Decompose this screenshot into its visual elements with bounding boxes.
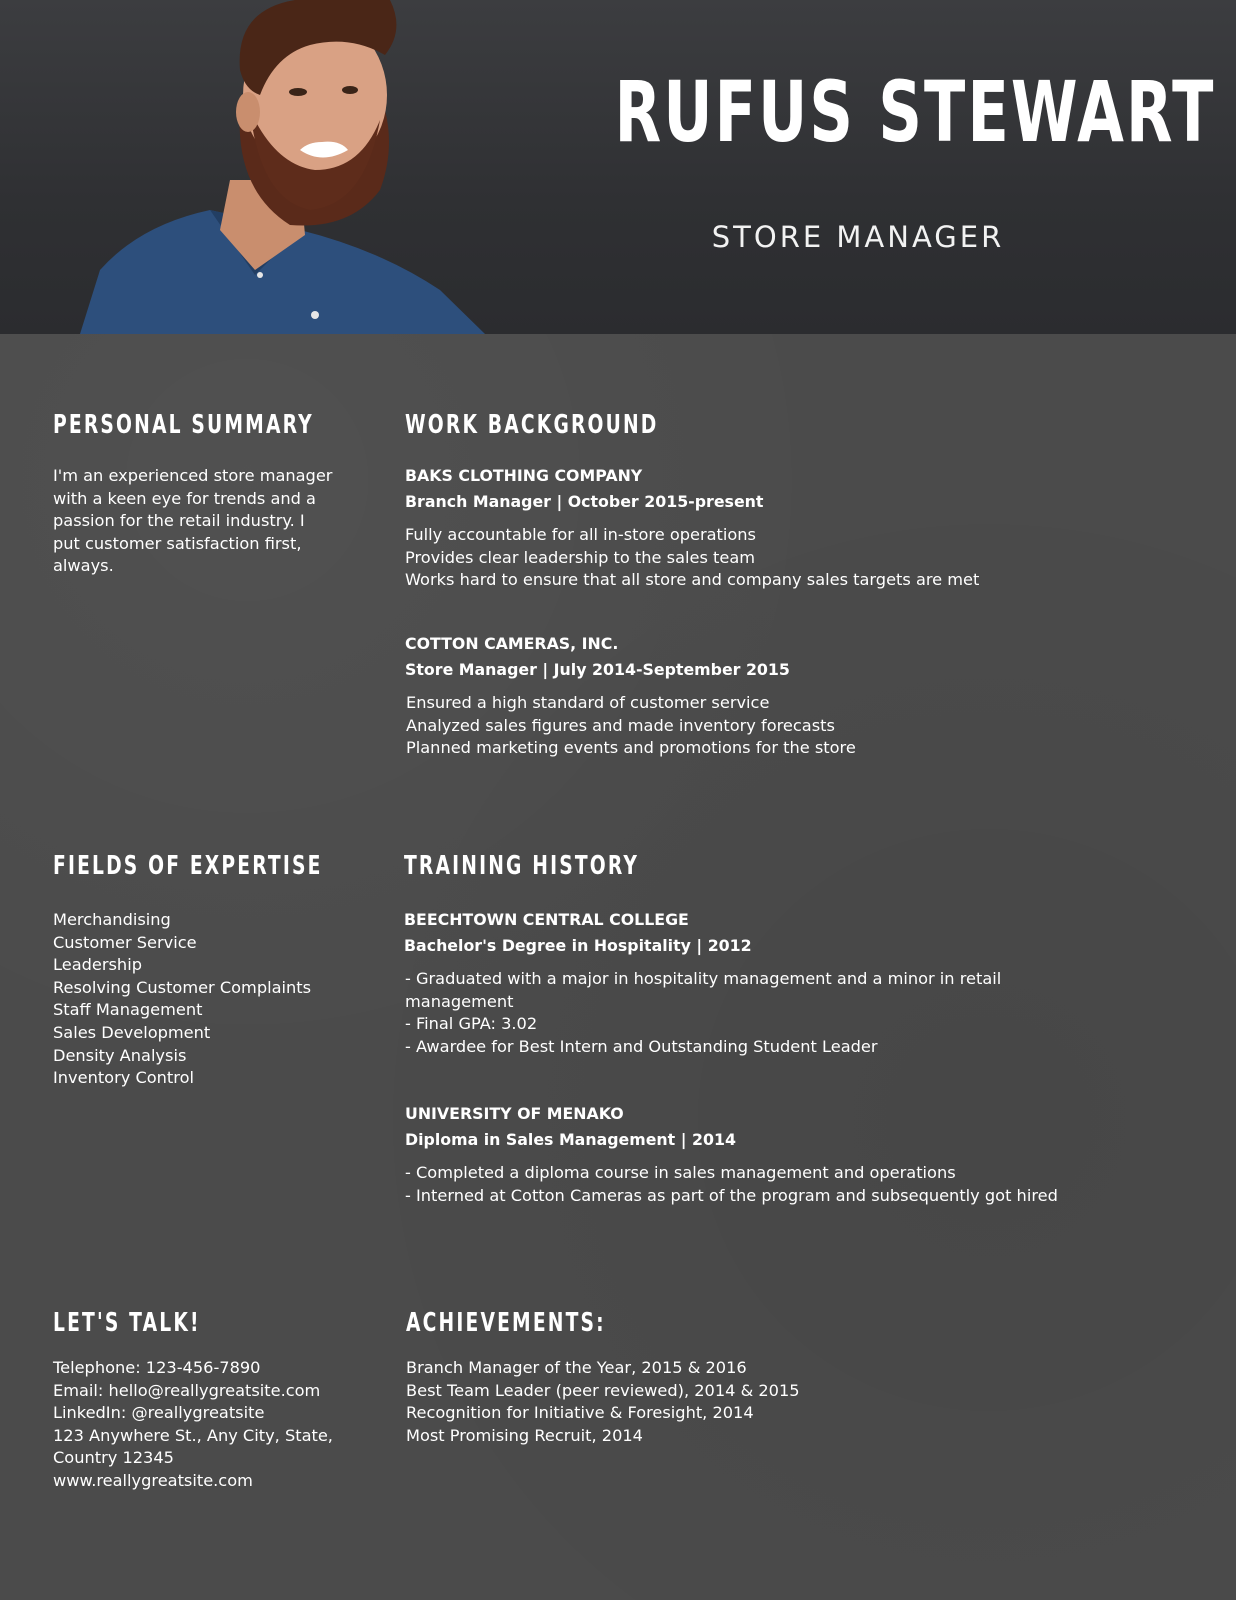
job-duty: Analyzed sales figures and made inventory forecasts (406, 715, 835, 735)
job-duty: Ensured a high standard of customer service (406, 693, 770, 712)
training-history-heading: TRAINING HISTORY (404, 851, 640, 881)
fields-of-expertise-heading: FIELDS OF EXPERTISE (53, 851, 323, 881)
profile-photo (60, 0, 500, 334)
job-duties (405, 524, 1205, 592)
achievement-item: Most Promising Recruit, 2014 (406, 1425, 643, 1445)
header-banner (0, 0, 1236, 334)
school-note: - Awardee for Best Intern and Outstanding Student Leader (405, 1036, 878, 1056)
expertise-item: Inventory Control (53, 1068, 194, 1088)
job-duty: Fully accountable for all in-store operations (405, 525, 756, 544)
job-company: BAKS CLOTHING COMPANY (405, 466, 643, 485)
expertise-item: Sales Development (53, 1022, 211, 1042)
summary-line: always. (53, 556, 114, 576)
job-title: Branch Manager | October 2015-present (405, 492, 764, 511)
expertise-item: Merchandising (53, 910, 171, 929)
job-duties (406, 692, 1206, 760)
job-duty: Planned marketing events and promotions for the store (406, 738, 856, 758)
job-duty: Provides clear leadership to the sales team (405, 547, 756, 567)
school-degree: Diploma in Sales Management | 2014 (405, 1130, 736, 1149)
expertise-item: Staff Management (53, 1000, 203, 1020)
work-background-heading: WORK BACKGROUND (405, 410, 659, 440)
contact-website: www.reallygreatsite.com (53, 1470, 253, 1490)
expertise-item: Leadership (53, 955, 142, 975)
contact-details (53, 1357, 383, 1493)
school-notes (405, 968, 1215, 1058)
candidate-role: STORE MANAGER (711, 220, 1005, 254)
school-note: - Graduated with a major in hospitality management and a minor in retail (405, 969, 1002, 988)
summary-line: passion for the retail industry. I (53, 511, 305, 531)
contact-address-line: Country 12345 (53, 1448, 174, 1468)
contact-heading: LET'S TALK! (53, 1308, 201, 1338)
expertise-item: Resolving Customer Complaints (53, 977, 312, 997)
expertise-item: Density Analysis (53, 1045, 187, 1065)
school-note: - Interned at Cotton Cameras as part of the program and subsequently got hired (405, 1185, 1058, 1205)
achievement-item: Best Team Leader (peer reviewed), 2014 & 2015 (406, 1380, 800, 1400)
personal-summary-heading: PERSONAL SUMMARY (53, 410, 314, 440)
contact-email: Email: hello@reallygreatsite.com (53, 1380, 321, 1400)
school-degree: Bachelor's Degree in Hospitality | 2012 (404, 936, 752, 955)
school-name: BEECHTOWN CENTRAL COLLEGE (404, 910, 689, 929)
achievement-item: Branch Manager of the Year, 2015 & 2016 (406, 1358, 747, 1377)
school-name: UNIVERSITY OF MENAKO (405, 1104, 624, 1123)
job-duty: Works hard to ensure that all store and company sales targets are met (405, 570, 980, 590)
school-note: - Final GPA: 3.02 (405, 1014, 538, 1034)
job-title: Store Manager | July 2014-September 2015 (405, 660, 790, 679)
school-note: management (405, 991, 514, 1011)
achievements-heading: ACHIEVEMENTS: (406, 1308, 606, 1338)
school-note: - Completed a diploma course in sales management and operations (405, 1163, 956, 1182)
contact-phone: Telephone: 123-456-7890 (53, 1358, 261, 1377)
personal-summary-text (53, 465, 373, 578)
contact-linkedin: LinkedIn: @reallygreatsite (53, 1403, 265, 1423)
expertise-list (53, 909, 373, 1090)
achievements-list (406, 1357, 1206, 1447)
expertise-item: Customer Service (53, 932, 197, 952)
contact-address-line: 123 Anywhere St., Any City, State, (53, 1425, 333, 1445)
achievement-item: Recognition for Initiative & Foresight, 2014 (406, 1403, 754, 1423)
school-notes (405, 1162, 1225, 1207)
summary-line: put customer satisfaction first, (53, 533, 302, 553)
summary-line: with a keen eye for trends and a (53, 488, 316, 508)
candidate-name: RUFUS STEWART (614, 63, 1216, 161)
summary-line: I'm an experienced store manager (53, 466, 333, 485)
job-company: COTTON CAMERAS, INC. (405, 634, 619, 653)
